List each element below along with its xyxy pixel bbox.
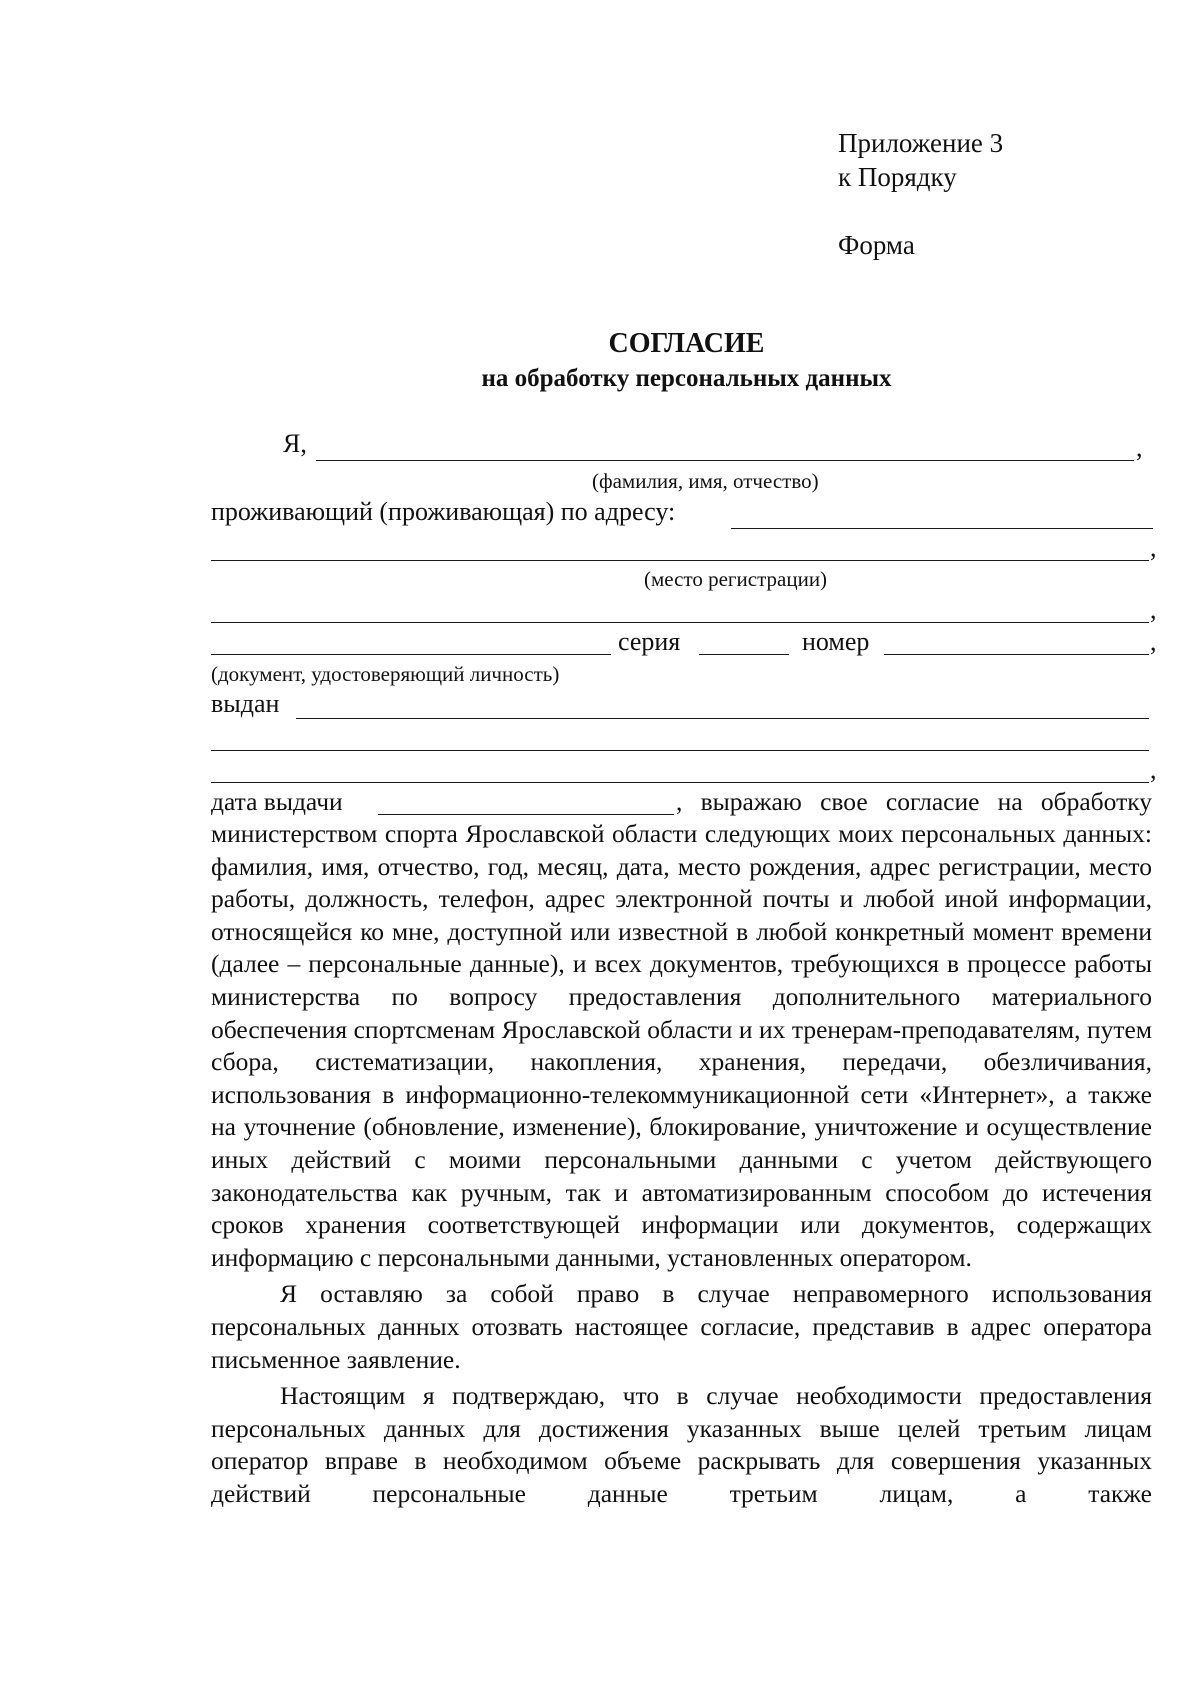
extra-comma: , xyxy=(1150,595,1157,624)
full-name-field[interactable] xyxy=(316,460,1134,461)
issued-label: выдан xyxy=(211,689,280,718)
document-subtitle: на обработку персональных данных xyxy=(481,365,892,392)
full-name-caption: (фамилия, имя, отчество) xyxy=(592,469,819,493)
consent-paragraph-1: министерством спорта Ярославской области следующих моих персональных данных: фамилия, имя, отчество, год, месяц, дата, место рождения, адрес регистрации, место работы, должность, телефон, адрес электронной почты и любой иной информации, относящейся ко мне, доступной или известной в любой конкретный момент времени (далее – персональные данные), и всех документов, требующихся в процессе работы министерства по вопросу предоставления дополнительного материального обеспечения спортсменам Ярославской области и их тренерам-преподавателям, путем сбора, систематизации, накопления, хранения, передачи, обезличивания, использования в информационно-телекоммуникационной сети «Интернет», а также на уточнение (обновление, изменение), блокирование, уничтожение и осуществление иных действий с моими персональными данными с учетом действующего законодательства как ручным, так и автоматизированным способом до истечения сроков хранения соответствующей информации или документов, содержащих информацию с персональными данными, установленных оператором. xyxy=(211,819,1152,1272)
name-comma: , xyxy=(1136,433,1143,462)
consent-body xyxy=(211,818,1152,1510)
address-comma: , xyxy=(1150,533,1157,562)
series-label: серия xyxy=(618,627,681,656)
number-field[interactable] xyxy=(884,654,1149,655)
appendix-header xyxy=(838,126,1003,262)
address-label: проживающий (проживающая) по адресу: xyxy=(211,497,676,526)
registration-field-extra[interactable] xyxy=(211,622,1149,623)
number-label: номер xyxy=(802,627,870,656)
consent-paragraph-2: Я оставляю за собой право в случае неправомерного использования персональных данных отозвать настоящее согласие, представив в адрес оператора письменное заявление. xyxy=(211,1279,1152,1374)
issue-date-field[interactable] xyxy=(378,814,674,815)
issued-by-field-1[interactable] xyxy=(296,718,1149,719)
consent-intro: , выражаю свое согласие на обработку xyxy=(676,787,1152,816)
i-label: Я, xyxy=(283,429,307,458)
form-label: Форма xyxy=(838,230,915,260)
document-caption: (документ, удостоверяющий личность) xyxy=(211,662,560,686)
address-field-2[interactable] xyxy=(211,560,1149,561)
appendix-order: к Порядку xyxy=(838,162,957,192)
issued-by-field-3[interactable] xyxy=(211,782,1149,783)
appendix-number: Приложение 3 xyxy=(838,128,1004,158)
number-comma: , xyxy=(1150,627,1157,656)
series-field[interactable] xyxy=(699,654,789,655)
address-field-1[interactable] xyxy=(731,528,1153,529)
document-title: СОГЛАСИЕ xyxy=(608,328,765,359)
document-type-field[interactable] xyxy=(211,654,611,655)
registration-caption: (место регистрации) xyxy=(644,567,828,591)
issue-date-label: дата выдачи xyxy=(211,787,343,816)
issued-by-field-2[interactable] xyxy=(211,750,1149,751)
issued-comma: , xyxy=(1150,755,1157,784)
consent-paragraph-3: Настоящим я подтверждаю, что в случае необходимости предоставления персональных данных для достижения указанных выше целей третьим лицам оператор вправе в необходимом объеме раскрывать для совершения указанных действий персональные данные третьим лицам, а также xyxy=(211,1381,1152,1508)
